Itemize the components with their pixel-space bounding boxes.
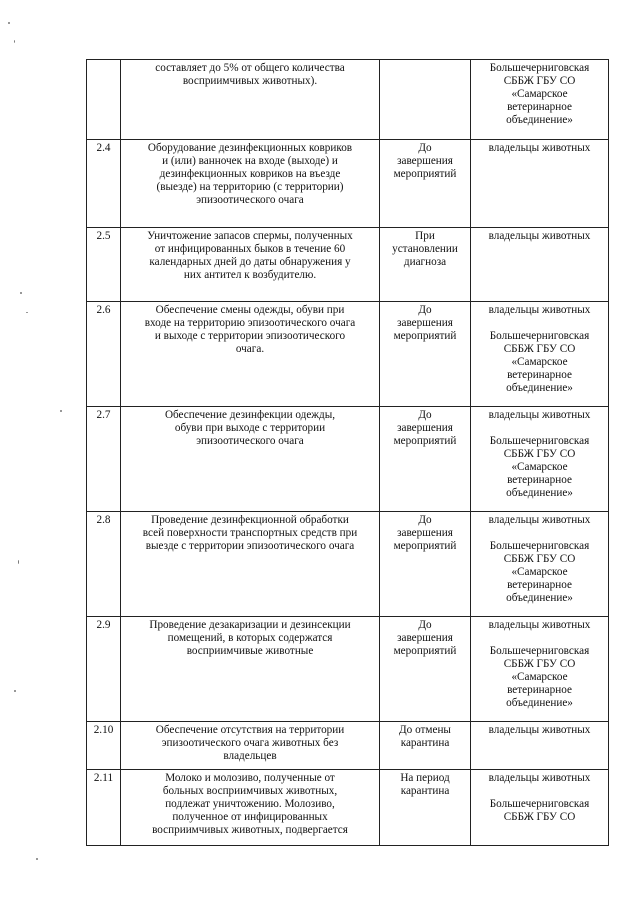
measure-deadline <box>380 60 471 140</box>
table-row <box>87 302 609 407</box>
table-row <box>87 140 609 228</box>
row-number: 2.10 <box>87 722 121 770</box>
responsible-line: Большечерниговская СББЖ ГБУ СО «Самарское ветеринарное объединение» <box>489 645 590 709</box>
measure-deadline: До завершения мероприятий <box>380 407 471 512</box>
responsible-line: владельцы животных <box>488 142 591 154</box>
responsible-party <box>471 228 609 302</box>
measure-deadline: При установлении диагноза <box>380 228 471 302</box>
row-number: 2.11 <box>87 770 121 846</box>
responsible-line: Большечерниговская СББЖ ГБУ СО «Самарское ветеринарное объединение» <box>489 540 590 604</box>
table-row <box>87 617 609 722</box>
measure-description: Уничтожение запасов спермы, полученных от инфицированных быков в течение 60 календарных дней до даты обнаружения у них антител к возбудителю. <box>121 228 380 302</box>
responsible-line: владельцы животных <box>488 304 591 316</box>
measure-description: Обеспечение смены одежды, обуви при входе на территорию эпизоотического очага и выходе с территории эпизоотического очага. <box>121 302 380 407</box>
measure-description: Оборудование дезинфекционных ковриков и (или) ванночек на входе (выходе) и дезинфекционных ковриков на въезде (выезде) на территорию (с территории) эпизоотического очага <box>121 140 380 228</box>
responsible-line: Большечерниговская СББЖ ГБУ СО «Самарское ветеринарное объединение» <box>489 62 590 126</box>
table-row <box>87 770 609 846</box>
row-number <box>87 60 121 140</box>
responsible-line: владельцы животных <box>488 514 591 526</box>
table-row <box>87 407 609 512</box>
responsible-party <box>471 60 609 140</box>
responsible-party <box>471 512 609 617</box>
measure-deadline: До завершения мероприятий <box>380 617 471 722</box>
measure-description: Проведение дезакаризации и дезинсекции помещений, в которых содержатся восприимчивые животные <box>121 617 380 722</box>
responsible-party <box>471 407 609 512</box>
responsible-line: Большечерниговская СББЖ ГБУ СО «Самарское ветеринарное объединение» <box>489 330 590 394</box>
row-number: 2.5 <box>87 228 121 302</box>
measure-description: Проведение дезинфекционной обработки всей поверхности транспортных средств при выезде с территории эпизоотического очага <box>121 512 380 617</box>
measure-deadline: До завершения мероприятий <box>380 140 471 228</box>
measure-description: составляет до 5% от общего количества восприимчивых животных). <box>121 60 380 140</box>
responsible-line: Большечерниговская СББЖ ГБУ СО <box>489 798 590 823</box>
measure-description: Молоко и молозиво, полученные от больных восприимчивых животных, подлежат уничтожению. Молозиво, полученное от инфицированных восприимчивых животных, подвергается <box>121 770 380 846</box>
responsible-line: владельцы животных <box>488 724 591 736</box>
responsible-party <box>471 722 609 770</box>
table-row <box>87 228 609 302</box>
responsible-line: владельцы животных <box>488 230 591 242</box>
measure-description: Обеспечение отсутствия на территории эпизоотического очага животных без владельцев <box>121 722 380 770</box>
responsible-line: владельцы животных <box>488 619 591 631</box>
responsible-party <box>471 140 609 228</box>
measures-table <box>86 59 609 846</box>
measure-description: Обеспечение дезинфекции одежды, обуви при выходе с территории эпизоотического очага <box>121 407 380 512</box>
table-row <box>87 722 609 770</box>
table-row <box>87 512 609 617</box>
row-number: 2.6 <box>87 302 121 407</box>
row-number: 2.7 <box>87 407 121 512</box>
responsible-line: Большечерниговская СББЖ ГБУ СО «Самарское ветеринарное объединение» <box>489 435 590 499</box>
responsible-party <box>471 770 609 846</box>
row-number: 2.9 <box>87 617 121 722</box>
responsible-party <box>471 302 609 407</box>
row-number: 2.4 <box>87 140 121 228</box>
measure-deadline: На период карантина <box>380 770 471 846</box>
measure-deadline: До завершения мероприятий <box>380 302 471 407</box>
row-number: 2.8 <box>87 512 121 617</box>
table-row <box>87 60 609 140</box>
responsible-line: владельцы животных <box>488 772 591 784</box>
measure-deadline: До завершения мероприятий <box>380 512 471 617</box>
responsible-line: владельцы животных <box>488 409 591 421</box>
measure-deadline: До отмены карантина <box>380 722 471 770</box>
responsible-party <box>471 617 609 722</box>
